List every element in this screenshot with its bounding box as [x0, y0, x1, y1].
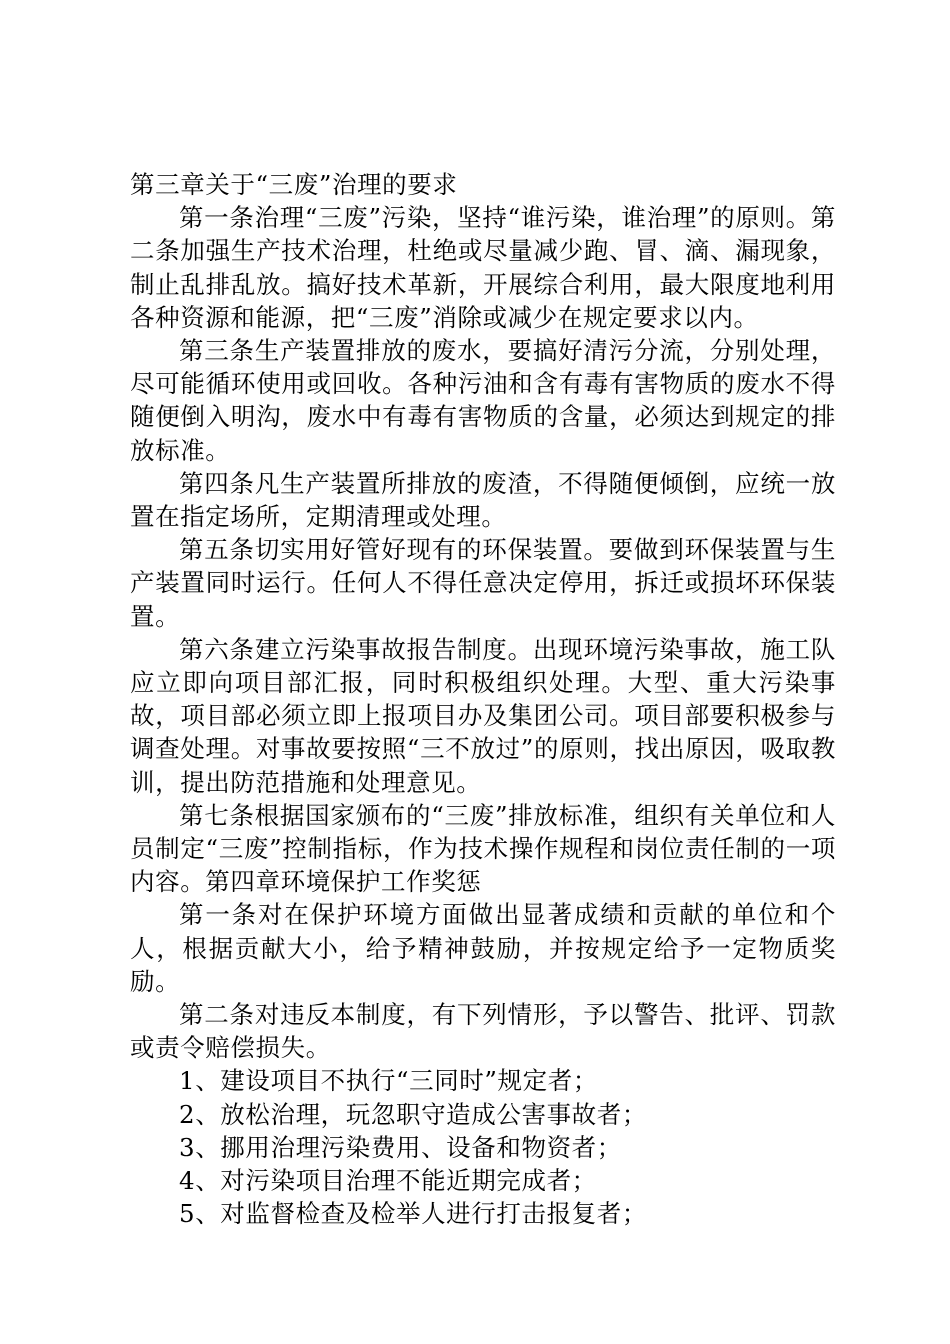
list-item: 2、放松治理，玩忽职守造成公害事故者； [179, 1099, 647, 1129]
document-body [130, 168, 836, 1231]
paragraph: 第二条对违反本制度，有下列情形，予以警告、批评、罚款或责令赔偿损失。 [130, 1000, 836, 1063]
chapter-heading: 第三章关于“三废”治理的要求 [130, 170, 458, 199]
list-item: 5、对监督检查及检举人进行打击报复者； [179, 1199, 647, 1229]
list-item: 4、对污染项目治理不能近期完成者； [179, 1166, 597, 1196]
paragraph: 第一条治理“三废”污染，坚持“谁污染，谁治理”的原则。第二条加强生产技术治理，杜绝或尽量减少跑、冒、滴、漏现象，制止乱排乱放。搞好技术革新，开展综合利用，最大限度地利用各种资源和能源，把“三废”消除或减少在规定要求以内。 [130, 203, 836, 332]
paragraph: 第六条建立污染事故报告制度。出现环境污染事故，施工队应立即向项目部汇报，同时积极组织处理。大型、重大污染事故，项目部必须立即上报项目办及集团公司。项目部要积极参与调查处理。对事故要按照“三不放过”的原则，找出原因，吸取教训，提出防范措施和处理意见。 [130, 634, 836, 797]
paragraph: 第七条根据国家颁布的“三废”排放标准，组织有关单位和人员制定“三废”控制指标，作为技术操作规程和岗位责任制的一项内容。第四章环境保护工作奖惩 [130, 800, 836, 897]
list-item: 3、挪用治理污染费用、设备和物资者； [179, 1132, 622, 1162]
paragraph: 第四条凡生产装置所排放的废渣，不得随便倾倒，应统一放置在指定场所，定期清理或处理。 [130, 468, 836, 532]
paragraph: 第五条切实用好管好现有的环保装置。要做到环保装置与生产装置同时运行。任何人不得任意决定停用，拆迁或损坏环保装置。 [130, 535, 836, 631]
paragraph: 第三条生产装置排放的废水，要搞好清污分流，分别处理，尽可能循环使用或回收。各种污油和含有毒有害物质的废水不得随便倒入明沟，废水中有毒有害物质的含量，必须达到规定的排放标准。 [130, 336, 836, 465]
list-item: 1、建设项目不执行“三同时”规定者； [179, 1066, 598, 1096]
paragraph: 第一条对在保护环境方面做出显著成绩和贡献的单位和个人，根据贡献大小，给予精神鼓励，并按规定给予一定物质奖励。 [130, 900, 836, 996]
